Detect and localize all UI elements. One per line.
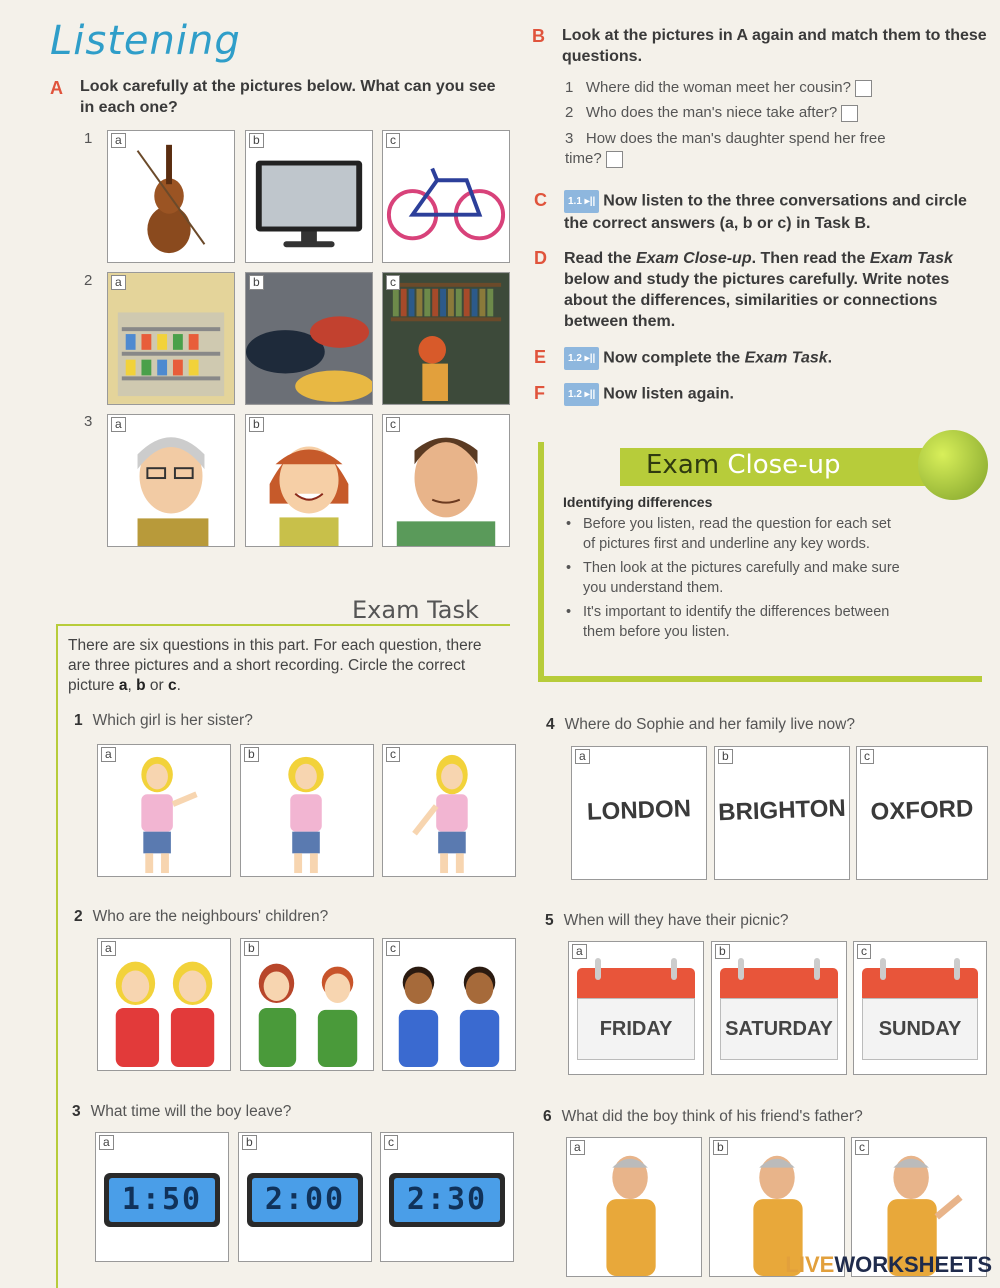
exam-closeup-title [646, 450, 841, 480]
question-number: 1 [74, 712, 83, 729]
old-man-icon [567, 1138, 701, 1276]
section-c-text: Now listen to the three conversations and circle the correct answers (a, b or c) in Task B. [564, 192, 967, 232]
b-question-number: 3 [565, 130, 574, 147]
picture-2a[interactable] [107, 272, 235, 405]
question-number: 2 [74, 908, 83, 925]
woman-icon [246, 415, 372, 546]
logo-worksheets: WORKSHEETS [834, 1252, 992, 1277]
calendar-icon [577, 968, 695, 1060]
intro-text: , [127, 677, 137, 694]
answer-box[interactable] [841, 105, 858, 122]
task6-picture-a[interactable] [566, 1137, 702, 1277]
picture-3b[interactable] [245, 414, 373, 547]
question-number: 3 [72, 1103, 81, 1120]
picture-label: b [715, 944, 730, 959]
b-question-number: 1 [565, 79, 574, 96]
section-f-text: Now listen again. [603, 385, 734, 403]
section-b-instruction: Look at the pictures in A again and match them to these questions. [562, 27, 987, 65]
question-text: Which girl is her sister? [92, 712, 253, 729]
question-text: When will they have their picnic? [563, 912, 789, 929]
closeup-tip: • It's important to identify the differences between them before you listen. [563, 603, 903, 642]
picture-label: a [575, 749, 590, 764]
question-text: What did the boy think of his friend's father? [561, 1108, 863, 1125]
task3-picture-c[interactable] [380, 1132, 514, 1262]
picture-label: b [713, 1140, 728, 1155]
b-question-3 [565, 129, 925, 169]
b-question-text: How does the man's daughter spend her free time? [565, 130, 886, 167]
shop-shelves-icon [108, 273, 234, 404]
task4-picture-b[interactable] [714, 746, 850, 880]
picture-label: a [99, 1135, 114, 1150]
section-b-letter: B [532, 26, 545, 46]
picture-3a[interactable] [107, 414, 235, 547]
task5-picture-c[interactable] [853, 941, 987, 1075]
task1-picture-b[interactable] [240, 744, 374, 877]
picture-label: a [101, 747, 116, 762]
two-boys-icon [383, 939, 515, 1070]
picture-2b[interactable] [245, 272, 373, 405]
digital-clock [104, 1173, 220, 1227]
calendar-day: FRIDAY [599, 1018, 673, 1040]
girl-icon [98, 745, 230, 876]
monitor-icon [246, 131, 372, 262]
question-text: Where do Sophie and her family live now? [564, 716, 855, 733]
picture-label: b [249, 417, 264, 432]
picture-label: a [111, 133, 126, 148]
question-number: 6 [543, 1108, 552, 1125]
closeup-tips [563, 515, 903, 647]
question-text: What time will the boy leave? [90, 1103, 292, 1120]
section-f-letter: F [534, 383, 545, 403]
picture-1c[interactable] [382, 130, 510, 263]
exam-task-frame-left [56, 624, 58, 1288]
task2-picture-c[interactable] [382, 938, 516, 1071]
b-question-2 [565, 103, 858, 123]
answer-box[interactable] [606, 151, 623, 168]
picture-label: b [718, 749, 733, 764]
page-title: Listening [50, 18, 241, 64]
audio-track-button[interactable]: 1.2 ▸|| [564, 347, 599, 370]
closeup-tip: • Before you listen, read the question for each set of pictures first and underline any key words. [563, 515, 903, 554]
picture-label: b [244, 747, 259, 762]
digital-clock [247, 1173, 363, 1227]
section-e-text: . [827, 349, 833, 367]
audio-track-button[interactable]: 1.1 ▸|| [564, 190, 599, 213]
task-question-6 [543, 1108, 863, 1126]
intro-option: b [136, 677, 146, 694]
clock-time: 1:50 [109, 1178, 215, 1222]
section-f-instruction [564, 383, 734, 406]
section-e-italic: Exam Task [744, 349, 828, 367]
violin-icon [108, 131, 234, 262]
exam-task-title: Exam Task [352, 596, 479, 624]
picture-label: c [855, 1140, 869, 1155]
intro-text: or [145, 677, 168, 694]
city-name: OXFORD [870, 795, 974, 826]
question-number: 4 [546, 716, 555, 733]
question-text: Who are the neighbours' children? [92, 908, 329, 925]
closeup-title-b: Close-up [727, 450, 841, 480]
picture-label: b [242, 1135, 257, 1150]
closeup-tip: • Then look at the pictures carefully and make sure you understand them. [563, 559, 903, 598]
task1-picture-c[interactable] [382, 744, 516, 877]
calendar-icon [862, 968, 978, 1060]
intro-text: There are six questions in this part. For each question, there are three pictures and a short recording. Circle the correct picture [68, 637, 482, 694]
task5-picture-b[interactable] [711, 941, 847, 1075]
picture-label: b [249, 275, 264, 290]
task2-picture-a[interactable] [97, 938, 231, 1071]
picture-1a[interactable] [107, 130, 235, 263]
row-1-number: 1 [84, 130, 93, 147]
section-d-italic: Exam Close-up [636, 250, 752, 267]
tennis-ball-icon [918, 430, 988, 500]
picture-label: c [384, 1135, 398, 1150]
city-name: BRIGHTON [717, 794, 847, 827]
b-question-text: Who does the man's niece take after? [585, 104, 838, 121]
task-question-4 [546, 716, 855, 734]
task1-picture-a[interactable] [97, 744, 231, 877]
calendar-day: SUNDAY [878, 1018, 962, 1040]
exam-task-frame-top [56, 624, 510, 626]
picture-label: b [244, 941, 259, 956]
clock-time: 2:00 [252, 1178, 358, 1222]
task5-picture-a[interactable] [568, 941, 704, 1075]
task-question-2 [74, 908, 328, 926]
closeup-title-a: Exam [646, 450, 728, 480]
task-question-3 [72, 1103, 291, 1121]
picture-3c[interactable] [382, 414, 510, 547]
picture-label: a [111, 275, 126, 290]
section-c-instruction [564, 190, 994, 234]
intro-option: a [118, 677, 128, 694]
calendar-icon [720, 968, 838, 1060]
picture-label: c [386, 941, 400, 956]
audio-track-button[interactable]: 1.2 ▸|| [564, 383, 599, 406]
logo-live: LIVE [785, 1252, 835, 1277]
section-a-letter: A [50, 78, 63, 98]
intro-option: c [167, 677, 177, 694]
library-icon [383, 273, 509, 404]
girl-and-boy-icon [241, 939, 373, 1070]
section-c-letter: C [534, 190, 547, 210]
section-d-text: Read the [564, 250, 637, 267]
task2-picture-b[interactable] [240, 938, 374, 1071]
section-d-text: below and study the pictures carefully. Write notes about the differences, similarities or connections between them. [564, 271, 950, 330]
girl-icon [241, 745, 373, 876]
section-d-instruction [564, 248, 984, 332]
man-icon [383, 415, 509, 546]
calendar-day: SATURDAY [725, 1018, 833, 1040]
question-number: 5 [545, 912, 554, 929]
picture-label: a [570, 1140, 585, 1155]
digital-clock [389, 1173, 505, 1227]
picture-label: a [572, 944, 587, 959]
row-2-number: 2 [84, 272, 93, 289]
girl-icon [383, 745, 515, 876]
section-d-text: . Then read the [751, 250, 870, 267]
exam-task-intro [68, 636, 508, 696]
task4-picture-c[interactable] [856, 746, 988, 880]
picture-2c[interactable] [382, 272, 510, 405]
picture-label: c [386, 417, 400, 432]
picture-label: c [860, 749, 874, 764]
bicycle-icon [383, 131, 509, 262]
section-e-letter: E [534, 347, 547, 367]
city-name: LONDON [586, 795, 692, 826]
b-question-1 [565, 78, 872, 98]
intro-text: . [176, 677, 181, 694]
section-e-instruction [564, 347, 832, 370]
picture-label: c [386, 133, 400, 148]
clock-time: 2:30 [394, 1178, 500, 1222]
picture-label: c [857, 944, 871, 959]
picture-label: b [249, 133, 264, 148]
task3-picture-a[interactable] [95, 1132, 229, 1262]
section-e-text: Now complete the [603, 349, 745, 367]
picture-label: a [101, 941, 116, 956]
picture-label: a [111, 417, 126, 432]
row-3-number: 3 [84, 413, 93, 430]
picture-label: c [386, 747, 400, 762]
old-woman-icon [108, 415, 234, 546]
section-d-italic: Exam Task [869, 250, 953, 267]
car-traffic-icon [246, 273, 372, 404]
closeup-subtitle: Identifying differences [563, 494, 713, 510]
b-question-text: Where did the woman meet her cousin? [585, 79, 851, 96]
task4-picture-a[interactable] [571, 746, 707, 880]
picture-label: c [386, 275, 400, 290]
task-question-5 [545, 912, 788, 930]
twin-girls-icon [98, 939, 230, 1070]
section-a-instruction: Look carefully at the pictures below. What can you see in each one? [80, 78, 496, 116]
picture-1b[interactable] [245, 130, 373, 263]
task-question-1 [74, 712, 253, 730]
answer-box[interactable] [855, 80, 872, 97]
section-d-letter: D [534, 248, 547, 268]
liveworksheets-logo [785, 1252, 992, 1278]
task3-picture-b[interactable] [238, 1132, 372, 1262]
b-question-number: 2 [565, 104, 574, 121]
